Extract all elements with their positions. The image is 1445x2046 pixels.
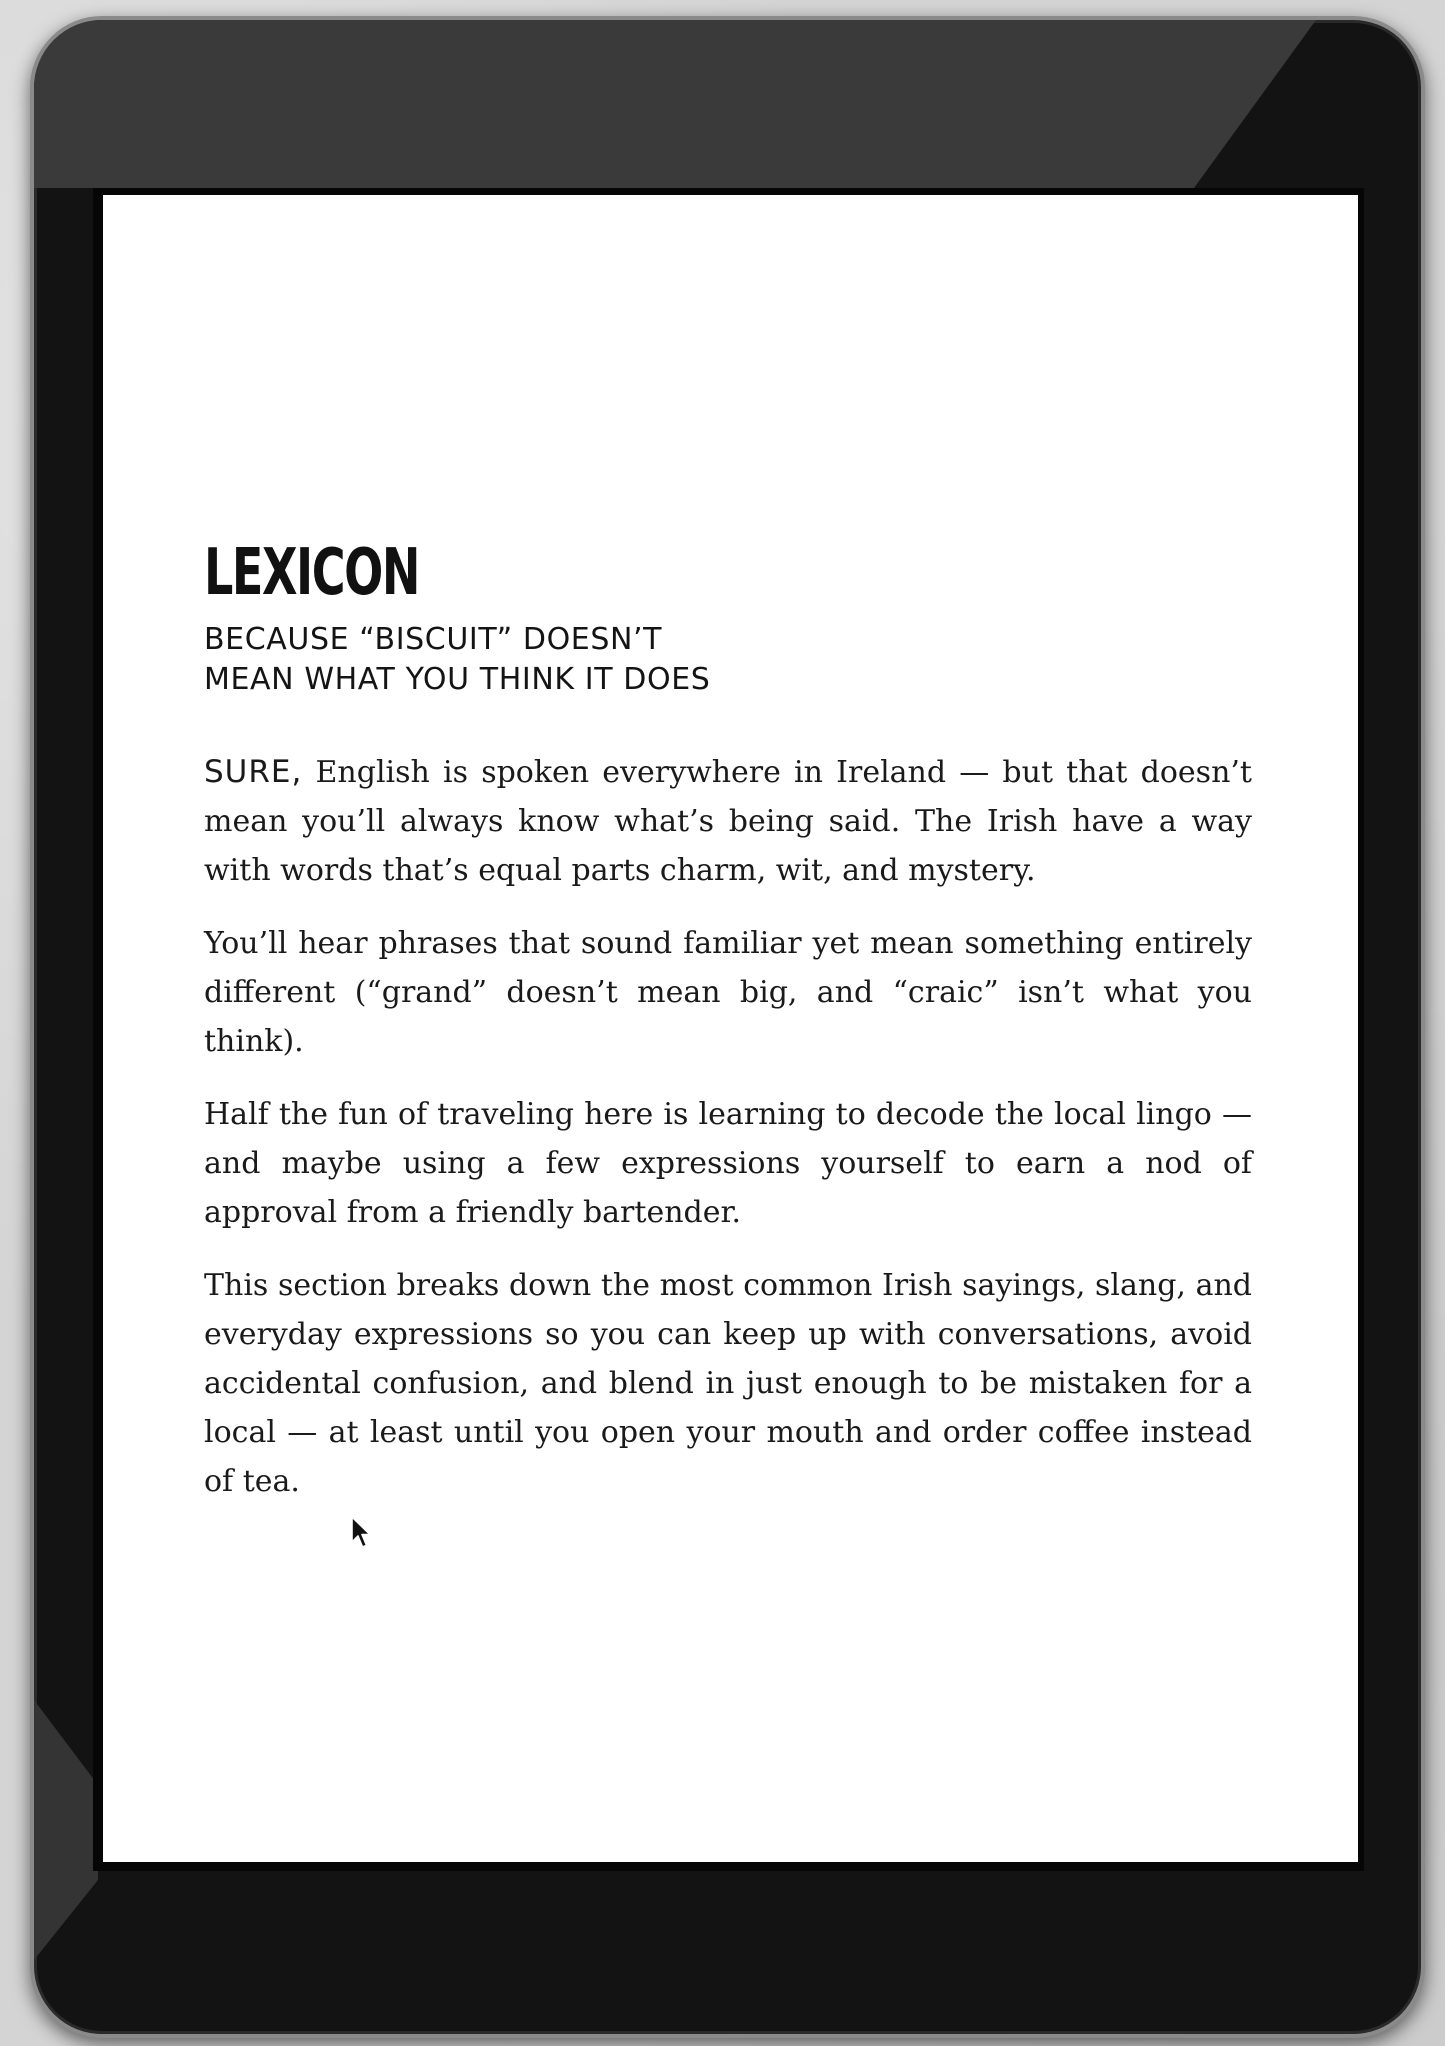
chapter-subtitle-line: MEAN WHAT YOU THINK IT DOES [204,662,711,697]
page-content [204,538,1252,1530]
book-page[interactable] [103,195,1358,1862]
mouse-pointer-icon [350,1516,372,1550]
tablet-device [30,16,1425,2038]
body-paragraph: Half the fun of traveling here is learning to decode the local lingo — and maybe using a few expressions yourself to earn a nod of approval from a friendly bartender. [204,1097,1252,1230]
body-paragraph: This section breaks down the most common Irish sayings, slang, and everyday expressions so you can keep up with conversations, avoid accidental confusion, and blend in just enough to be mistaken for a local — at least until you open your mouth and order coffee instead of tea. [204,1268,1252,1499]
chapter-subtitle-line: BECAUSE “BISCUIT” DOESN’T [204,622,663,657]
paragraph-lead-word: SURE, [204,754,303,790]
chapter-subtitle [204,620,1252,700]
paragraph-text: English is spoken everywhere in Ireland — but that doesn’t mean you’ll always know what’s being said. The Irish have a way with words that’s equal parts charm, wit, and mystery. [204,755,1252,888]
reader-screen [93,188,1364,1871]
chapter-body [204,748,1252,1506]
body-paragraph: You’ll hear phrases that sound familiar yet mean something entirely different (“grand” doesn’t mean big, and “craic” isn’t what you think). [204,926,1252,1059]
chapter-title: LEXICON [204,536,419,610]
body-paragraph [204,748,1252,895]
